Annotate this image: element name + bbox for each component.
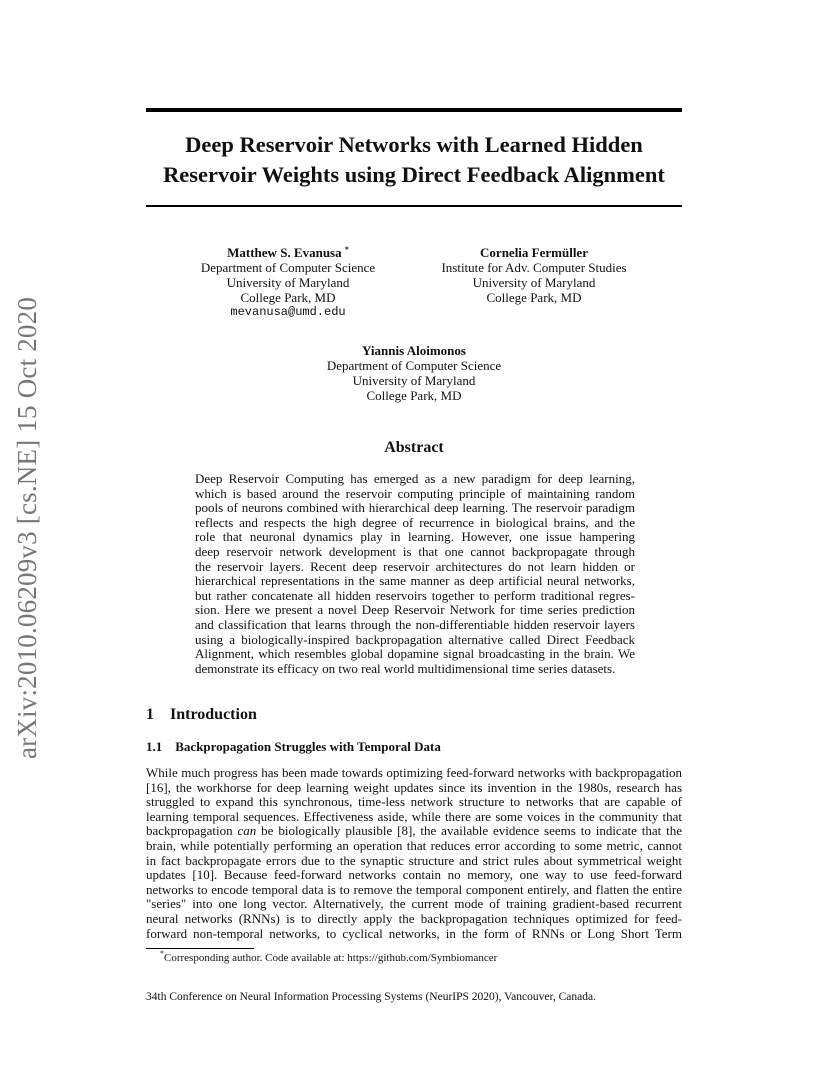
intro-paragraph [146, 766, 682, 941]
body-line: [16], the workhorse for deep learning weight updates since its invention in the 1980s, research has [146, 779, 682, 795]
conference-note: 34th Conference on Neural Information Processing Systems (NeurIPS 2020), Vancouver, Canada. [146, 991, 596, 1003]
author-affiliation: College Park, MD [366, 388, 462, 403]
abstract-line: Alignment, which resembles global dopamine signal broadcasting in the brain. We [195, 646, 635, 662]
body-line: neural networks (RNNs) is to directly apply the backpropagation techniques optimized for feed- [146, 910, 682, 926]
footnote-mark: * [344, 245, 349, 254]
subsection-heading [146, 739, 441, 755]
abstract-line: deep reservoir network development is that one cannot backpropagate through [195, 543, 635, 559]
abstract-line: pools of neurons combined with hierarchical deep learning. The reservoir paradigm [195, 500, 635, 516]
subsection-number: 1.1 [146, 739, 163, 754]
title-top-rule [146, 108, 682, 112]
section-title: Introduction [170, 706, 257, 723]
author-block [188, 245, 388, 320]
title-bottom-rule [146, 205, 682, 207]
body-line: learning temporal sequences. Effectiveness aside, while there are some voices in the community that [146, 808, 682, 824]
author-affiliation: University of Maryland [226, 275, 350, 290]
author-block [300, 343, 528, 403]
body-line: networks to encode temporal data is to remove the temporal component entirely, and flatten the entire [146, 881, 682, 897]
body-line: "series" into one long vector. Alternatively, the current mode of training gradient-based recurrent [146, 896, 682, 912]
section-heading [146, 706, 257, 724]
abstract-heading: Abstract [384, 439, 444, 456]
abstract-line: demonstrate its efficacy on two real world multidimensional time series datasets. [195, 660, 616, 676]
author-affiliation: University of Maryland [352, 373, 476, 388]
abstract-line: role that neuronal dynamics play in learning. However, one issue hampering [195, 529, 635, 545]
author-name: Matthew S. Evanusa * [227, 245, 349, 260]
abstract-body [195, 472, 635, 676]
arxiv-identifier: arXiv:2010.06209v3 [cs.NE] 15 Oct 2020 [12, 296, 42, 759]
paper-title [146, 130, 682, 190]
body-line: updates [10]. Because feed-forward networks contain no memory, one way to use feed-forward [146, 867, 682, 883]
body-line: forward non-temporal networks, to cyclical networks, in the form of RNNs or Long Short Term [146, 925, 682, 941]
footnote [160, 949, 498, 964]
footnote-mark: * [160, 949, 164, 958]
section-number: 1 [146, 706, 154, 723]
body-line: in fact backpropagate errors due to the synaptic structure and strict rules about symmetrical weight [146, 852, 682, 868]
author-affiliation: Department of Computer Science [326, 358, 502, 373]
abstract-line: sion. Here we present a novel Deep Reservoir Network for time series prediction [195, 602, 635, 618]
body-line: While much progress has been made towards optimizing feed-forward networks with backpropagation [146, 765, 682, 780]
author-name: Yiannis Aloimonos [362, 343, 466, 358]
abstract-line: and classification that learns through the non-differentiable hidden reservoir layers [195, 616, 635, 632]
author-affiliation: Institute for Adv. Computer Studies [441, 260, 627, 275]
author-affiliation: College Park, MD [240, 290, 336, 305]
footnote-text: Corresponding author. Code available at: https://github.com/Symbiomancer [164, 952, 498, 964]
body-line: backpropagation can be biologically plausible [8], the available evidence seems to indicate that the [146, 823, 682, 839]
author-name: Cornelia Fermüller [480, 245, 588, 260]
author-email[interactable]: mevanusa@umd.edu [230, 305, 346, 319]
abstract-line: using a biologically-inspired backpropagation alternative called Direct Feedback [195, 631, 635, 647]
abstract-line: hierarchical representations in the same manner as deep artificial neural networks, [195, 573, 635, 589]
author-block [420, 245, 648, 305]
abstract-line: the reservoir layers. Recent deep reservoir architectures do not learn hidden or [195, 558, 635, 574]
abstract-line: but rather concatenate all hidden reservoirs together to perform traditional regres- [195, 587, 635, 603]
body-line: struggled to expand this synchronous, time-less network structure to networks that are capable of [146, 794, 682, 810]
abstract-line: which is based around the reservoir computing principle of maintaining random [195, 485, 635, 501]
body-line: brain, while potentially performing an operation that reduces error according to some metric, cannot [146, 837, 682, 853]
title-line: Deep Reservoir Networks with Learned Hidden [185, 132, 643, 157]
emphasis: can [237, 823, 257, 839]
author-affiliation: Department of Computer Science [200, 260, 376, 275]
abstract-line: reflects and respects the high degree of recurrence in biological brains, and the [195, 514, 635, 530]
abstract-line: Deep Reservoir Computing has emerged as a new paradigm for deep learning, [195, 471, 635, 486]
author-affiliation: College Park, MD [486, 290, 582, 305]
author-affiliation: University of Maryland [472, 275, 596, 290]
title-line: Reservoir Weights using Direct Feedback Alignment [163, 162, 665, 187]
subsection-title: Backpropagation Struggles with Temporal Data [175, 739, 441, 754]
